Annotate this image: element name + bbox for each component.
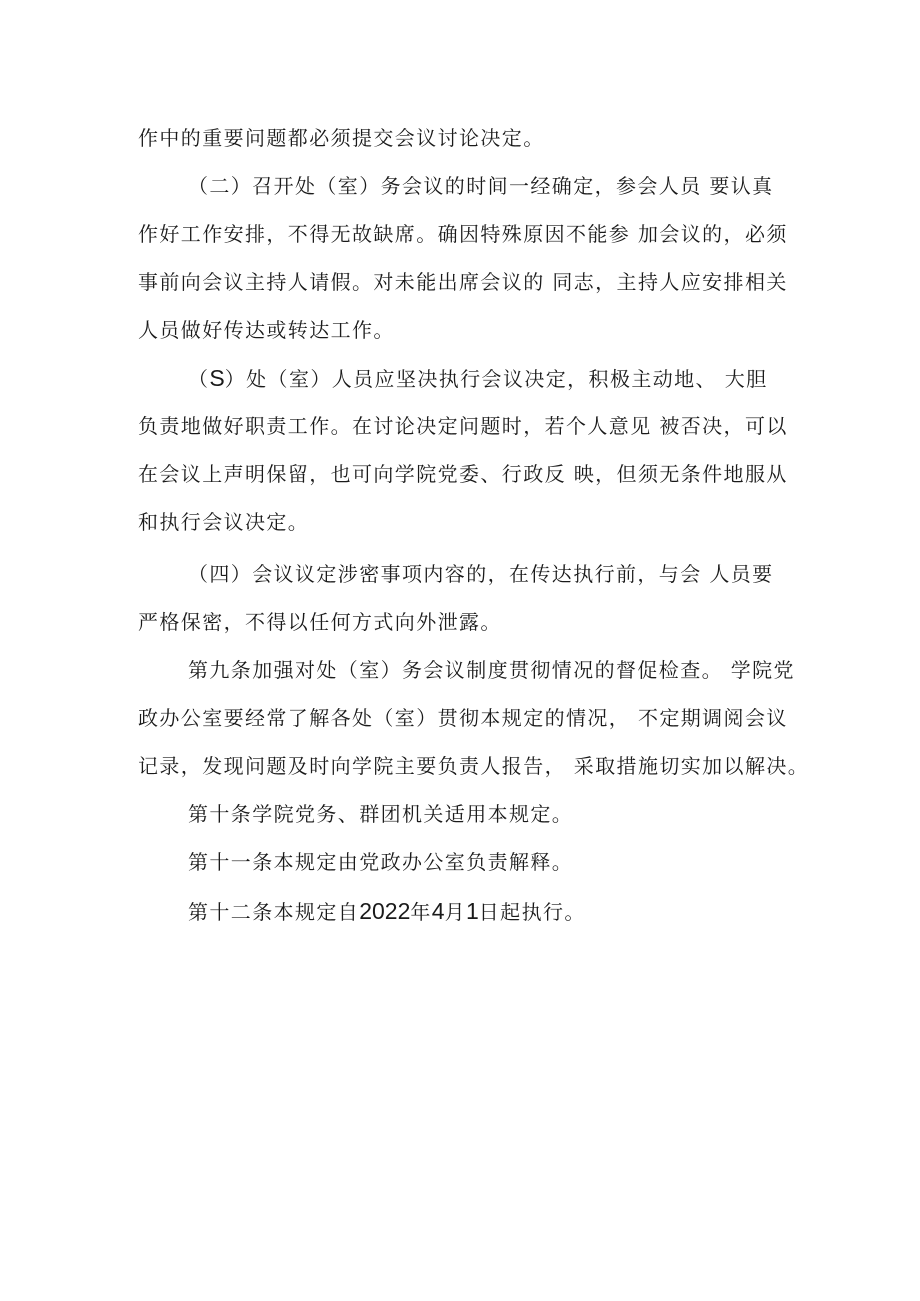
paragraph-line: 作好工作安排，不得无故缺席。确因特殊原因不能参 加会议的，必须 — [138, 222, 788, 246]
paragraph-line: 记录，发现问题及时向学院主要负责人报告， 采取措施切实加以解决。 — [138, 754, 810, 778]
list-marker: S — [209, 365, 225, 391]
paragraph-line: （四）会议议定涉密事项内容的，在传达执行前，与会 人员要 — [188, 562, 774, 586]
paragraph-line: 第九条加强对处（室）务会议制度贯彻情况的督促检查。 学院党 — [188, 658, 795, 682]
paragraph-line: 在会议上声明保留，也可向学院党委、行政反 映，但须无条件地服从 — [138, 462, 788, 486]
paragraph-line: 和执行会议决定。 — [138, 510, 310, 534]
date-month: 4 — [431, 898, 445, 924]
paragraph-text: ）处（室）人员应坚决执行会议决定，积极主动地、 大胆 — [224, 367, 768, 391]
paragraph-line: 严格保密，不得以任何方式向外泄露。 — [138, 610, 502, 634]
paragraph-line — [188, 897, 586, 926]
date-year: 2022 — [359, 898, 411, 924]
text-segment: 日起执行。 — [478, 900, 586, 924]
paragraph-line: 第十条学院党务、群团机关适用本规定。 — [188, 802, 574, 826]
paragraph-line: 政办公室要经常了解各处（室）贯彻本规定的情况， 不定期调阅会议 — [138, 706, 788, 730]
paragraph-line: （二）召开处（室）务会议的时间一经确定，参会人员 要认真 — [188, 174, 774, 198]
paragraph-line: 第十一条本规定由党政办公室负责解释。 — [188, 850, 574, 874]
paragraph-line: 负责地做好职责工作。在讨论决定问题时，若个人意见 被否决，可以 — [138, 414, 788, 438]
paragraph-line: 作中的重要问题都必须提交会议讨论决定。 — [138, 126, 545, 150]
paragraph-line: 人员做好传达或转达工作。 — [138, 318, 395, 342]
date-day: 1 — [465, 898, 479, 924]
text-segment: 年 — [410, 900, 432, 924]
paragraph-line: （S）处（室）人员应坚决执行会议决定，积极主动地、 大胆 — [188, 365, 768, 391]
text-segment: 月 — [444, 900, 466, 924]
paragraph-line: 事前向会议主持人请假。对未能出席会议的 同志，主持人应安排相关 — [138, 270, 788, 294]
text-segment: 第十二条本规定自 — [188, 900, 360, 924]
